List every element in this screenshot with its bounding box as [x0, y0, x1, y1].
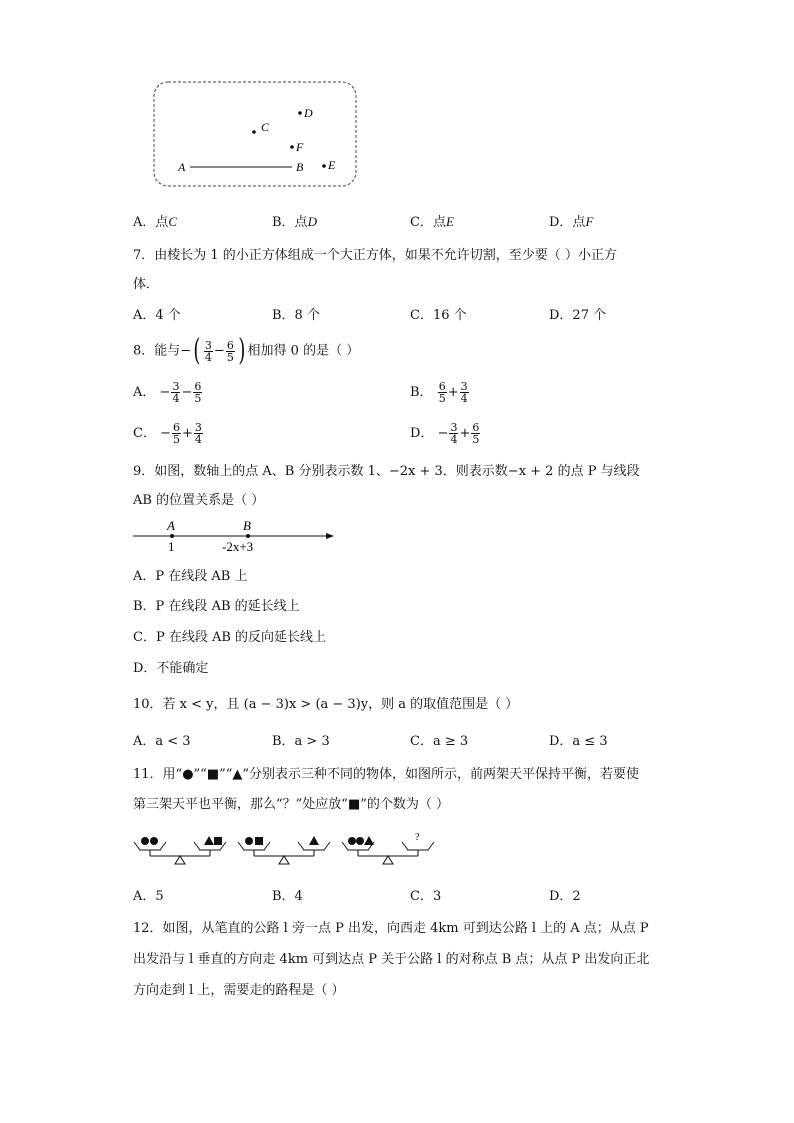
q11-stem-line1: 11．用“●”“■”“▲”分别表示三种不同的物体，如图所示，前两架天平保持平衡，若要使 [133, 767, 640, 782]
q8-option-a[interactable]: A． − $\frac{3}{4}$ − $\frac{6}{5}$ [133, 380, 202, 405]
balance-2 [238, 836, 330, 864]
point-e [322, 164, 326, 168]
q11-balance-figure [130, 828, 440, 870]
q8-option-b[interactable]: B． $\frac{6}{5}$ + $\frac{3}{4}$ [410, 380, 468, 405]
q9-option-a[interactable]: A．P 在线段 AB 上 [133, 569, 248, 584]
q11-option-a[interactable]: A．5 [133, 889, 164, 904]
number-line-label-b: B [243, 518, 251, 533]
number-line-point-b [246, 534, 250, 538]
point-c [252, 130, 256, 134]
q7-option-a[interactable]: A．4 个 [133, 308, 181, 323]
q11-option-c[interactable]: C．3 [410, 889, 442, 904]
q10-option-c[interactable]: C．a ≥ 3 [410, 734, 469, 749]
q12-stem-line1: 12．如图，从笔直的公路 l 旁一点 P 出发，向西走 4km 可到达公路 l 上的 A 点；从点 P [133, 921, 649, 936]
q6-option-a[interactable]: A．点C [133, 214, 178, 230]
q9-option-b[interactable]: B．P 在线段 AB 的延长线上 [133, 599, 300, 614]
q6-option-d[interactable]: D．点F [549, 214, 594, 230]
label-f: F [296, 140, 304, 154]
number-line-point-a [170, 534, 174, 538]
q9-stem-line2: AB 的位置关系是（ ） [133, 493, 265, 508]
q6-figure [150, 78, 362, 190]
label-e: E [328, 158, 336, 172]
number-line-label-a: A [167, 518, 175, 533]
q11-option-b[interactable]: B．4 [272, 889, 303, 904]
q11-option-d[interactable]: D．2 [549, 889, 581, 904]
q9-option-d[interactable]: D．不能确定 [133, 661, 209, 676]
q11-stem-line2: 第三架天平也平衡，那么“？”处应放“■”的个数为（ ） [133, 797, 449, 812]
q8-option-d[interactable]: D． − $\frac{3}{4}$ + $\frac{6}{5}$ [410, 421, 480, 446]
q9-option-c[interactable]: C．P 在线段 AB 的反向延长线上 [133, 630, 327, 645]
q10-stem: 10．若 x < y，且 (a − 3)x > (a − 3)y，则 a 的取值范围是（ ） [133, 697, 519, 712]
q6-option-b[interactable]: B．点D [272, 214, 317, 230]
label-b: B [296, 160, 304, 174]
number-line-value-a: 1 [168, 539, 175, 554]
balance-3 [342, 832, 434, 864]
point-f [290, 145, 294, 149]
q7-option-b[interactable]: B．8 个 [272, 308, 320, 323]
point-d [298, 111, 302, 115]
label-c: C [261, 120, 270, 134]
q9-number-line [130, 515, 340, 557]
q7-option-c[interactable]: C．16 个 [410, 308, 467, 323]
q8-stem: 8．能与−( $\frac{3}{4}$ − $\frac{6}{5}$ ) 相加得 0 的是（ ） [133, 333, 360, 368]
q8-option-c[interactable]: C． − $\frac{6}{5}$ + $\frac{3}{4}$ [133, 421, 202, 446]
q9-stem-line1: 9．如图，数轴上的点 A、B 分别表示数 1、−2x + 3．则表示数−x + 2 的点 P 与线段 [133, 464, 640, 479]
label-a: A [178, 160, 186, 174]
q12-stem-line2: 出发沿与 l 垂直的方向走 4km 可到达点 P 关于公路 l 的对称点 B 点；从点 P 出发向正北 [133, 952, 650, 967]
label-d: D [304, 106, 313, 120]
q6-option-c[interactable]: C．点E [410, 214, 454, 230]
balance-1 [134, 836, 226, 864]
question-mark: ? [415, 832, 420, 843]
q10-option-a[interactable]: A．a < 3 [133, 734, 191, 749]
q12-stem-line3: 方向走到 l 上，需要走的路程是（ ） [133, 983, 345, 998]
q7-stem-line1: 7．由棱长为 1 的小正方体组成一个大正方体，如果不允许切割，至少要（ ）小正方 [133, 248, 617, 263]
q10-option-b[interactable]: B．a > 3 [272, 734, 330, 749]
q7-stem-line2: 体． [133, 277, 160, 292]
q7-option-d[interactable]: D．27 个 [549, 308, 607, 323]
q10-option-d[interactable]: D．a ≤ 3 [549, 734, 608, 749]
number-line-arrow-icon [326, 533, 334, 539]
number-line-value-b: -2x+3 [222, 539, 254, 554]
